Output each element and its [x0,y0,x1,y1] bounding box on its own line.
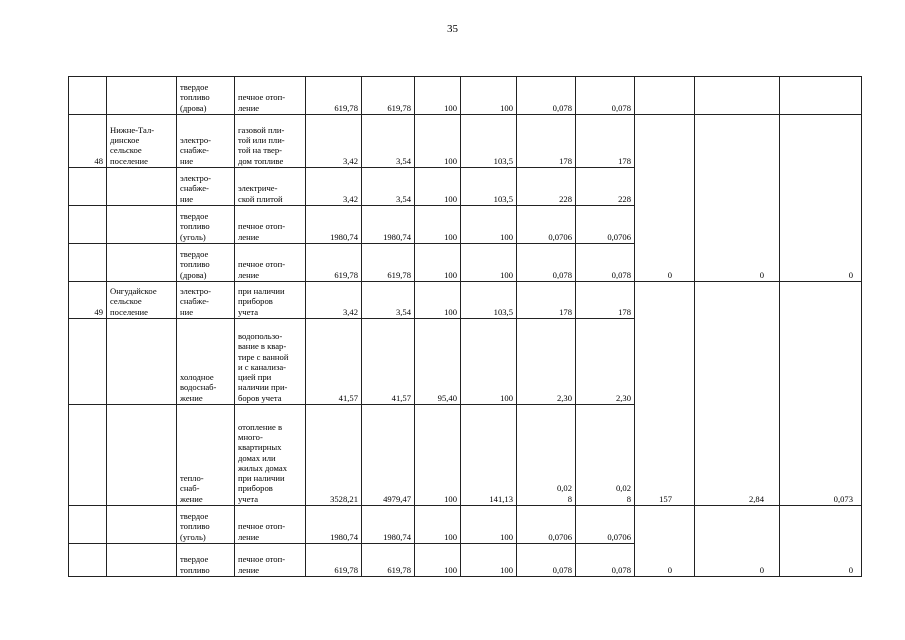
summary-c3-cell [780,282,862,506]
settlement-cell [107,115,177,168]
resource-cell-text: электро- снабже- ние [180,173,212,204]
settlement-cell [107,244,177,282]
service-cell-text: газовой пли- той или пли- той на твер- дом топливе [238,124,285,166]
tariff-base-cell-text: 41,57 [338,392,358,403]
percent-1-cell-text: 100 [444,306,457,317]
norm-1-cell-text: 0,0706 [548,231,572,242]
norm-1-cell-text: 0,078 [552,269,572,280]
norm-1-cell [517,544,576,577]
percent-2-cell [461,405,517,506]
summary-c3-cell [780,77,862,115]
settlement-cell [107,206,177,244]
norm-1-cell [517,206,576,244]
service-cell [235,405,306,506]
summary-c2-cell [695,115,780,282]
resource-cell [177,244,235,282]
norm-1-cell-text: 0,0706 [548,531,572,542]
tariff-new-cell-text: 619,78 [387,269,411,280]
percent-1-cell [415,544,461,577]
resource-cell [177,405,235,506]
percent-1-cell-text: 100 [444,564,457,575]
service-cell-text: печное отоп- ление [238,521,286,542]
service-cell [235,282,306,319]
row-number-cell-text: 48 [94,155,103,166]
tariff-new-cell [362,506,415,544]
row-number-cell [69,168,107,206]
page-number: 35 [447,23,458,35]
service-cell-text: печное отоп- ление [238,259,286,280]
summary-c2-text: 0 [759,269,764,280]
resource-cell [177,115,235,168]
summary-c1-text: 0 [667,269,672,280]
tariff-base-cell [306,77,362,115]
tariff-base-cell [306,168,362,206]
service-cell-text: водопользо- вание в квар- тире с ванной и с канализа- цией при наличии при- боров учета [238,330,289,403]
tariff-new-cell-text: 3,54 [395,306,411,317]
percent-1-cell-text: 100 [444,231,457,242]
percent-1-cell [415,206,461,244]
tariff-new-cell [362,282,415,319]
summary-c2-cell [695,506,780,577]
settlement-cell [107,506,177,544]
norm-1-cell-text: 0,078 [552,564,572,575]
tariff-new-cell-text: 4979,47 [383,493,411,504]
percent-2-cell [461,544,517,577]
norm-2-cell-text: 2,30 [615,392,631,403]
row-number-cell [69,405,107,506]
table-row [69,506,862,544]
norm-2-cell [576,405,635,506]
tariff-new-cell-text: 1980,74 [383,231,411,242]
percent-1-cell [415,77,461,115]
tariff-new-cell-text: 619,78 [387,564,411,575]
summary-c1-cell [635,282,695,506]
norm-2-cell-text: 0,078 [611,269,631,280]
percent-2-cell-text: 100 [500,269,513,280]
tariff-new-cell [362,544,415,577]
summary-c1-cell [635,115,695,282]
norm-2-cell [576,115,635,168]
norm-1-cell [517,244,576,282]
service-cell [235,168,306,206]
percent-2-cell [461,115,517,168]
resource-cell-text: холодное водоснаб- жение [180,372,217,403]
summary-c3-text: 0 [848,269,853,280]
service-cell [235,115,306,168]
settlement-cell [107,77,177,115]
resource-cell [177,168,235,206]
norm-1-cell-text: 178 [559,306,572,317]
norm-1-cell [517,282,576,319]
resource-cell-text: твердое топливо (дрова) [180,82,210,113]
row-number-cell [69,544,107,577]
tariff-base-cell-text: 3,42 [342,306,358,317]
tariff-new-cell [362,115,415,168]
tariff-base-cell-text: 3,42 [342,193,358,204]
resource-cell [177,282,235,319]
tariff-new-cell-text: 619,78 [387,102,411,113]
settlement-cell [107,168,177,206]
tariff-base-cell-text: 619,78 [334,564,358,575]
norm-2-cell-text: 0,0706 [607,231,631,242]
resource-cell [177,319,235,405]
percent-2-cell [461,319,517,405]
settlement-cell [107,282,177,319]
norm-2-cell-text: 178 [618,306,631,317]
row-number-cell [69,206,107,244]
row-number-cell [69,506,107,544]
resource-cell [177,77,235,115]
service-cell [235,544,306,577]
percent-1-cell-text: 100 [444,493,457,504]
tariff-new-cell [362,77,415,115]
tariff-base-cell-text: 3,42 [342,155,358,166]
norm-2-cell-text: 228 [618,193,631,204]
percent-1-cell [415,244,461,282]
percent-2-cell [461,77,517,115]
percent-2-cell [461,506,517,544]
resource-cell [177,506,235,544]
tariff-base-cell [306,206,362,244]
tariff-base-cell [306,544,362,577]
percent-2-cell-text: 141,13 [489,493,513,504]
tariff-new-cell [362,206,415,244]
percent-1-cell [415,168,461,206]
table-row [69,282,862,319]
settlement-cell [107,405,177,506]
norm-2-cell [576,319,635,405]
norm-1-cell [517,405,576,506]
tariff-new-cell [362,244,415,282]
norm-1-cell-text: 2,30 [556,392,572,403]
service-cell [235,77,306,115]
norm-2-cell [576,206,635,244]
norm-2-cell-text: 0,078 [611,102,631,113]
service-cell [235,206,306,244]
settlement-cell-text: Нижне-Тал- динское сельское поселение [110,124,155,166]
settlement-cell [107,544,177,577]
percent-1-cell-text: 100 [444,102,457,113]
service-cell [235,506,306,544]
summary-c1-cell [635,506,695,577]
norm-1-cell [517,319,576,405]
service-cell-text: отопление в много- квартирных домах или жилых домах при наличии приборов учета [238,421,288,504]
norm-2-cell [576,544,635,577]
percent-2-cell-text: 103,5 [493,306,513,317]
norm-1-cell-text: 0,02 8 [556,483,572,504]
summary-c2-cell [695,282,780,506]
service-cell [235,244,306,282]
tariff-base-cell-text: 3528,21 [330,493,358,504]
percent-1-cell-text: 100 [444,155,457,166]
norm-2-cell [576,244,635,282]
service-cell [235,319,306,405]
tariff-base-cell-text: 619,78 [334,102,358,113]
summary-c2-text: 2,84 [748,493,764,504]
tariff-base-cell [306,282,362,319]
summary-c3-text: 0,073 [833,493,853,504]
norm-2-cell [576,506,635,544]
resource-cell-text: электро- снабже- ние [180,286,212,317]
percent-2-cell [461,168,517,206]
row-number-cell [69,244,107,282]
row-number-cell-text: 49 [94,306,103,317]
service-cell-text: электриче- ской плитой [238,183,283,204]
settlement-cell [107,319,177,405]
percent-2-cell-text: 100 [500,102,513,113]
percent-2-cell [461,206,517,244]
resource-cell-text: твердое топливо (уголь) [180,511,210,542]
norm-1-cell [517,506,576,544]
tariff-base-cell [306,319,362,405]
row-number-cell [69,115,107,168]
percent-2-cell-text: 100 [500,231,513,242]
tariff-table [68,76,862,577]
percent-1-cell [415,405,461,506]
summary-c2-text: 0 [759,564,764,575]
settlement-cell-text: Онгудайское сельское поселение [110,286,157,317]
resource-cell [177,206,235,244]
resource-cell [177,544,235,577]
tariff-new-cell-text: 3,54 [395,193,411,204]
norm-1-cell-text: 228 [559,193,572,204]
summary-c3-cell [780,506,862,577]
percent-1-cell-text: 100 [444,269,457,280]
percent-2-cell-text: 103,5 [493,193,513,204]
norm-2-cell-text: 0,078 [611,564,631,575]
norm-1-cell [517,115,576,168]
tariff-new-cell-text: 3,54 [395,155,411,166]
table-body [69,77,862,577]
norm-2-cell [576,77,635,115]
table-row [69,115,862,168]
percent-2-cell-text: 103,5 [493,155,513,166]
tariff-base-cell [306,405,362,506]
summary-c1-text: 0 [667,564,672,575]
summary-c3-cell [780,115,862,282]
percent-1-cell-text: 100 [444,193,457,204]
percent-1-cell [415,506,461,544]
service-cell-text: печное отоп- ление [238,554,286,575]
resource-cell-text: тепло- снаб- жение [180,473,204,504]
row-number-cell [69,319,107,405]
tariff-new-cell [362,319,415,405]
norm-1-cell-text: 0,078 [552,102,572,113]
percent-2-cell [461,282,517,319]
tariff-base-cell-text: 619,78 [334,269,358,280]
norm-2-cell-text: 0,02 8 [615,483,631,504]
summary-c1-cell [635,77,695,115]
norm-2-cell [576,282,635,319]
percent-2-cell-text: 100 [500,392,513,403]
percent-2-cell-text: 100 [500,531,513,542]
tariff-new-cell [362,405,415,506]
percent-1-cell [415,282,461,319]
service-cell-text: при наличии приборов учета [238,286,285,317]
percent-1-cell-text: 95,40 [437,392,457,403]
norm-1-cell [517,77,576,115]
summary-c2-cell [695,77,780,115]
tariff-base-cell [306,115,362,168]
resource-cell-text: электро- снабже- ние [180,135,212,166]
percent-1-cell [415,319,461,405]
percent-2-cell-text: 100 [500,564,513,575]
summary-c1-text: 157 [659,493,672,504]
tariff-new-cell-text: 41,57 [391,392,411,403]
norm-1-cell [517,168,576,206]
tariff-base-cell-text: 1980,74 [330,531,358,542]
percent-2-cell [461,244,517,282]
resource-cell-text: твердое топливо (уголь) [180,211,210,242]
percent-1-cell [415,115,461,168]
tariff-new-cell [362,168,415,206]
norm-2-cell [576,168,635,206]
tariff-base-cell [306,506,362,544]
service-cell-text: печное отоп- ление [238,92,286,113]
norm-2-cell-text: 0,0706 [607,531,631,542]
service-cell-text: печное отоп- ление [238,221,286,242]
tariff-base-cell [306,244,362,282]
resource-cell-text: твердое топливо (дрова) [180,249,210,280]
row-number-cell [69,282,107,319]
row-number-cell [69,77,107,115]
resource-cell-text: твердое топливо [180,554,210,575]
norm-1-cell-text: 178 [559,155,572,166]
table-row [69,77,862,115]
percent-1-cell-text: 100 [444,531,457,542]
tariff-base-cell-text: 1980,74 [330,231,358,242]
tariff-new-cell-text: 1980,74 [383,531,411,542]
norm-2-cell-text: 178 [618,155,631,166]
summary-c3-text: 0 [848,564,853,575]
